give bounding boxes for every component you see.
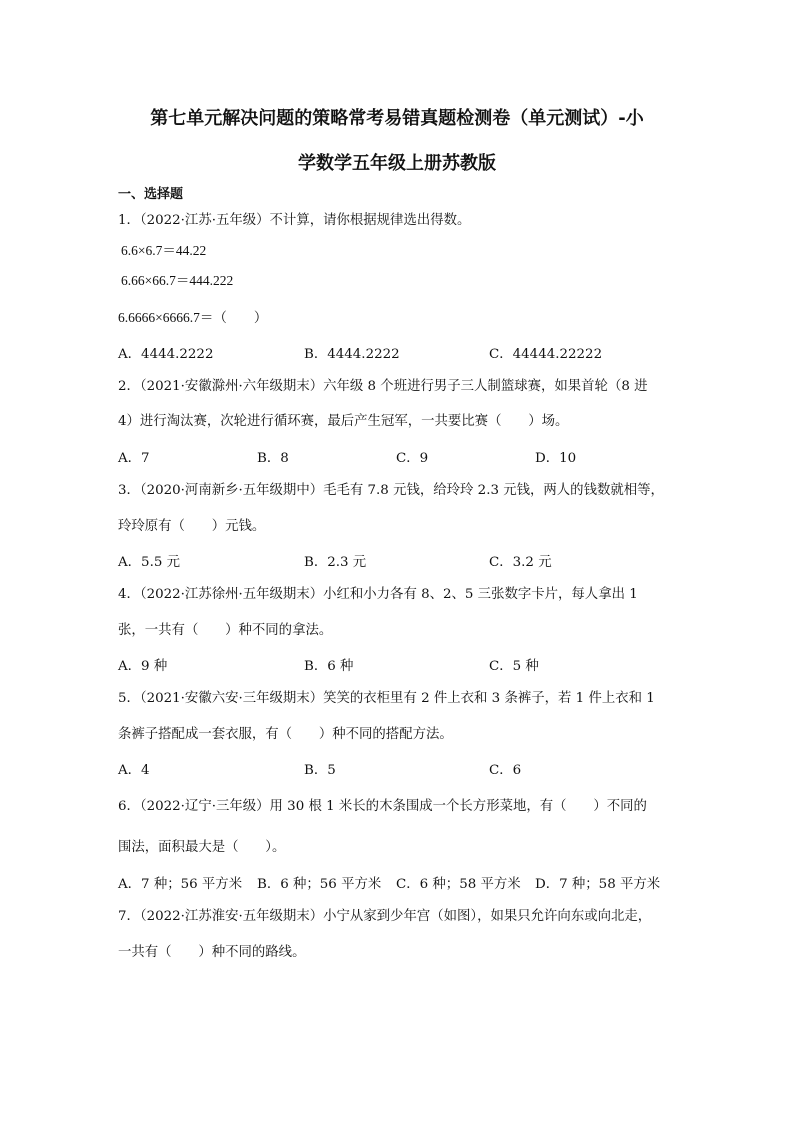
question-2-option-c[interactable]: C．9 [396, 451, 429, 466]
question-5-text-line-2: 条裤子搭配成一套衣服，有（ ）种不同的搭配方法。 [118, 727, 453, 742]
question-4-option-a[interactable]: A．9 种 [118, 659, 168, 674]
question-1-formula-1: 6.6×6.7＝44.22 [121, 243, 207, 258]
question-2-text-line-2: 4）进行淘汰赛，次轮进行循环赛，最后产生冠军，一共要比赛（ ）场。 [118, 414, 569, 429]
question-3-text-line-2: 玲玲原有（ ）元钱。 [118, 519, 266, 534]
question-7-text-line-1: 7．（2022·江苏淮安·五年级期末）小宁从家到少年宫（如图），如果只允许向东或向北走， [118, 909, 652, 924]
question-1-formula-3: 6.6666×6666.7＝（ ） [118, 310, 268, 325]
question-6-option-c[interactable]: C．6 种；58 平方米 [396, 877, 521, 892]
question-4-text-line-1: 4．（2022·江苏徐州·五年级期末）小红和小力各有 8、2、5 三张数字卡片，每人拿出 1 [118, 587, 638, 602]
question-3-option-c[interactable]: C．3.2 元 [489, 555, 552, 570]
question-4-option-b[interactable]: B．6 种 [304, 659, 354, 674]
question-5-option-c[interactable]: C．6 [489, 763, 522, 778]
question-2-option-b[interactable]: B．8 [257, 451, 289, 466]
question-3-text-line-1: 3．（2020·河南新乡·五年级期中）毛毛有 7.8 元钱，给玲玲 2.3 元钱，两人的钱数就相等， [118, 483, 664, 498]
question-2-text-line-1: 2．（2021·安徽滁州·六年级期末）六年级 8 个班进行男子三人制篮球赛，如果首轮（8 进 [118, 379, 648, 394]
question-6-text-line-1: 6．（2022·辽宁·三年级）用 30 根 1 米长的木条围成一个长方形菜地，有（ ）不同的 [118, 799, 647, 814]
question-4-option-c[interactable]: C．5 种 [489, 659, 539, 674]
document-title-line-1: 第七单元解决问题的策略常考易错真题检测卷（单元测试）-小 [150, 108, 644, 129]
question-6-option-a[interactable]: A．7 种；56 平方米 [118, 877, 243, 892]
question-1-option-c[interactable]: C．44444.22222 [489, 347, 603, 362]
question-3-option-b[interactable]: B．2.3 元 [304, 555, 367, 570]
document-title-line-2: 学数学五年级上册苏教版 [298, 153, 496, 174]
question-7-text-line-2: 一共有（ ）种不同的路线。 [118, 945, 306, 960]
question-3-option-a[interactable]: A．5.5 元 [118, 555, 181, 570]
question-2-option-a[interactable]: A．7 [118, 451, 150, 466]
question-1-option-b[interactable]: B．4444.2222 [304, 347, 400, 362]
question-4-text-line-2: 张，一共有（ ）种不同的拿法。 [118, 623, 333, 638]
question-1-formula-2: 6.66×66.7＝444.222 [121, 273, 234, 288]
question-6-option-b[interactable]: B．6 种；56 平方米 [257, 877, 382, 892]
section-heading: 一、选择题 [118, 187, 184, 202]
question-1-text: 1．（2022·江苏·五年级）不计算，请你根据规律选出得数。 [118, 213, 471, 228]
question-5-option-a[interactable]: A．4 [118, 763, 150, 778]
question-5-text-line-1: 5．（2021·安徽六安·三年级期末）笑笑的衣柜里有 2 件上衣和 3 条裤子，若 1 件上衣和 1 [118, 691, 655, 706]
question-2-option-d[interactable]: D．10 [535, 451, 577, 466]
question-5-option-b[interactable]: B．5 [304, 763, 336, 778]
question-1-option-a[interactable]: A．4444.2222 [118, 347, 214, 362]
question-6-option-d[interactable]: D．7 种；58 平方米 [535, 877, 661, 892]
question-6-text-line-2: 围法，面积最大是（ ）。 [118, 840, 286, 855]
